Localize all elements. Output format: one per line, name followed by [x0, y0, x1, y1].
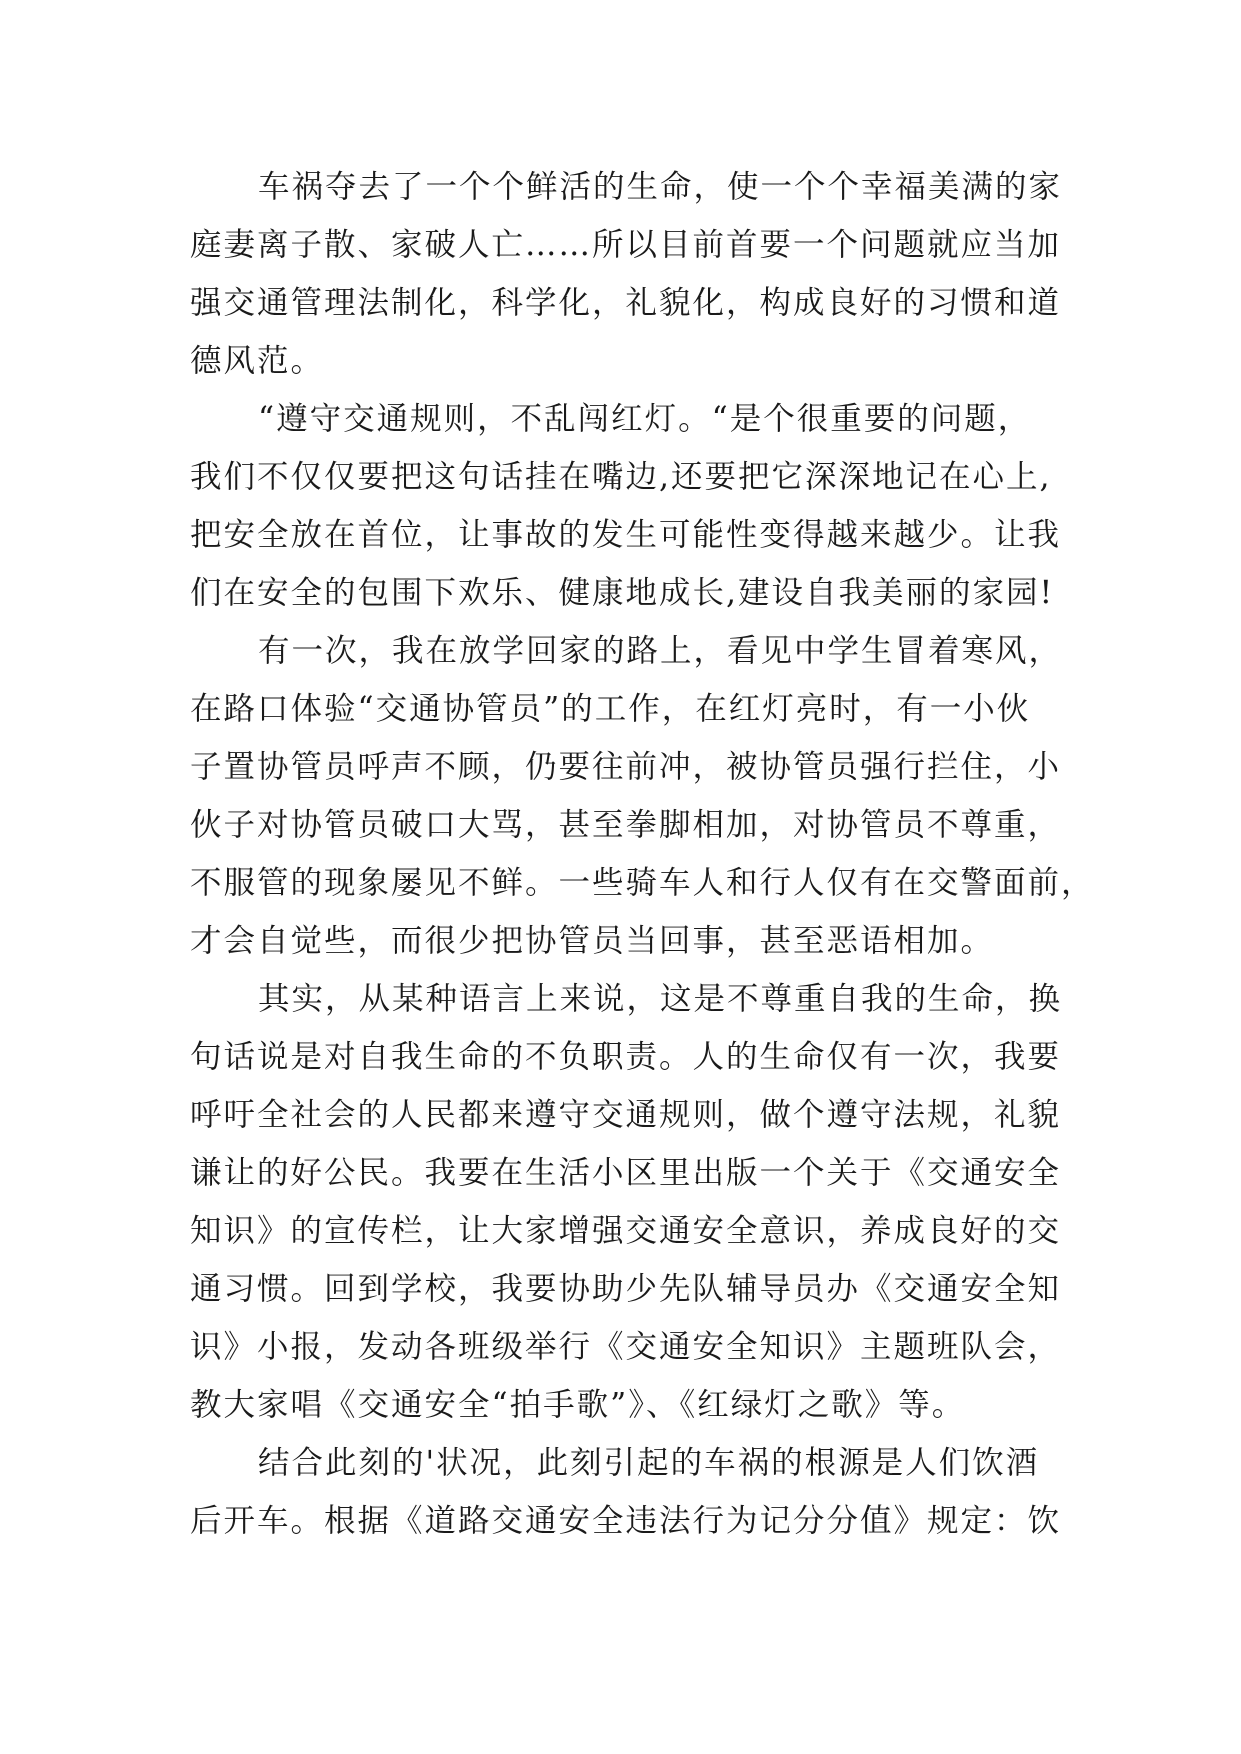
- text-line: 车祸夺去了一个个鲜活的生命，使一个个幸福美满的家: [258, 169, 1063, 205]
- text-line: 教大家唱《交通安全“拍手歌”》、《红绿灯之歌》等。: [190, 1387, 966, 1423]
- text-line: 后开车。根据《道路交通安全违法行为记分分值》规定：饮: [190, 1503, 1062, 1539]
- text-line: 谦让的好公民。我要在生活小区里出版一个关于《交通安全: [190, 1155, 1062, 1191]
- text-line: “遵守交通规则，不乱闯红灯。“是个很重要的问题，: [258, 401, 1032, 437]
- text-line: 其实，从某种语言上来说，这是不尊重自我的生命，换: [258, 981, 1063, 1017]
- text-line: 有一次，我在放学回家的路上，看见中学生冒着寒风，: [258, 633, 1063, 669]
- paragraph-5: [190, 1434, 1062, 1550]
- text-line: 伙子对协管员破口大骂，甚至拳脚相加，对协管员不尊重，: [190, 807, 1062, 843]
- text-line: 不服管的现象屡见不鲜。一些骑车人和行人仅有在交警面前，: [190, 865, 1095, 901]
- paragraph-2: [190, 390, 1062, 622]
- text-line: 通习惯。回到学校，我要协助少先队辅导员办《交通安全知: [190, 1271, 1062, 1307]
- document-body: [190, 158, 1095, 1550]
- text-line: 结合此刻的'状况，此刻引起的车祸的根源是人们饮酒: [258, 1445, 1040, 1481]
- text-line: 庭妻离子散、家破人亡……所以目前首要一个问题就应当加: [190, 227, 1062, 263]
- text-line: 德风范。: [190, 343, 325, 379]
- text-line: 强交通管理法制化，科学化，礼貌化，构成良好的习惯和道: [190, 285, 1062, 321]
- text-line: 呼吁全社会的人民都来遵守交通规则，做个遵守法规，礼貌: [190, 1097, 1062, 1133]
- text-line: 识》小报，发动各班级举行《交通安全知识》主题班队会，: [190, 1329, 1062, 1365]
- text-line: 句话说是对自我生命的不负职责。人的生命仅有一次，我要: [190, 1039, 1062, 1075]
- text-line: 们在安全的包围下欢乐、健康地成长,建设自我美丽的家园!: [190, 575, 1055, 611]
- paragraph-1: [190, 158, 1063, 390]
- paragraph-3: [190, 622, 1095, 970]
- text-line: 才会自觉些，而很少把协管员当回事，甚至恶语相加。: [190, 923, 995, 959]
- text-line: 我们不仅仅要把这句话挂在嘴边,还要把它深深地记在心上,: [190, 459, 1052, 495]
- paragraph-4: [190, 970, 1063, 1434]
- text-line: 把安全放在首位，让事故的发生可能性变得越来越少。让我: [190, 517, 1062, 553]
- text-line: 子置协管员呼声不顾，仍要往前冲，被协管员强行拦住，小: [190, 749, 1062, 785]
- text-line: 知识》的宣传栏，让大家增强交通安全意识，养成良好的交: [190, 1213, 1062, 1249]
- text-line: 在路口体验“交通协管员”的工作，在红灯亮时，有一小伙: [190, 691, 1031, 727]
